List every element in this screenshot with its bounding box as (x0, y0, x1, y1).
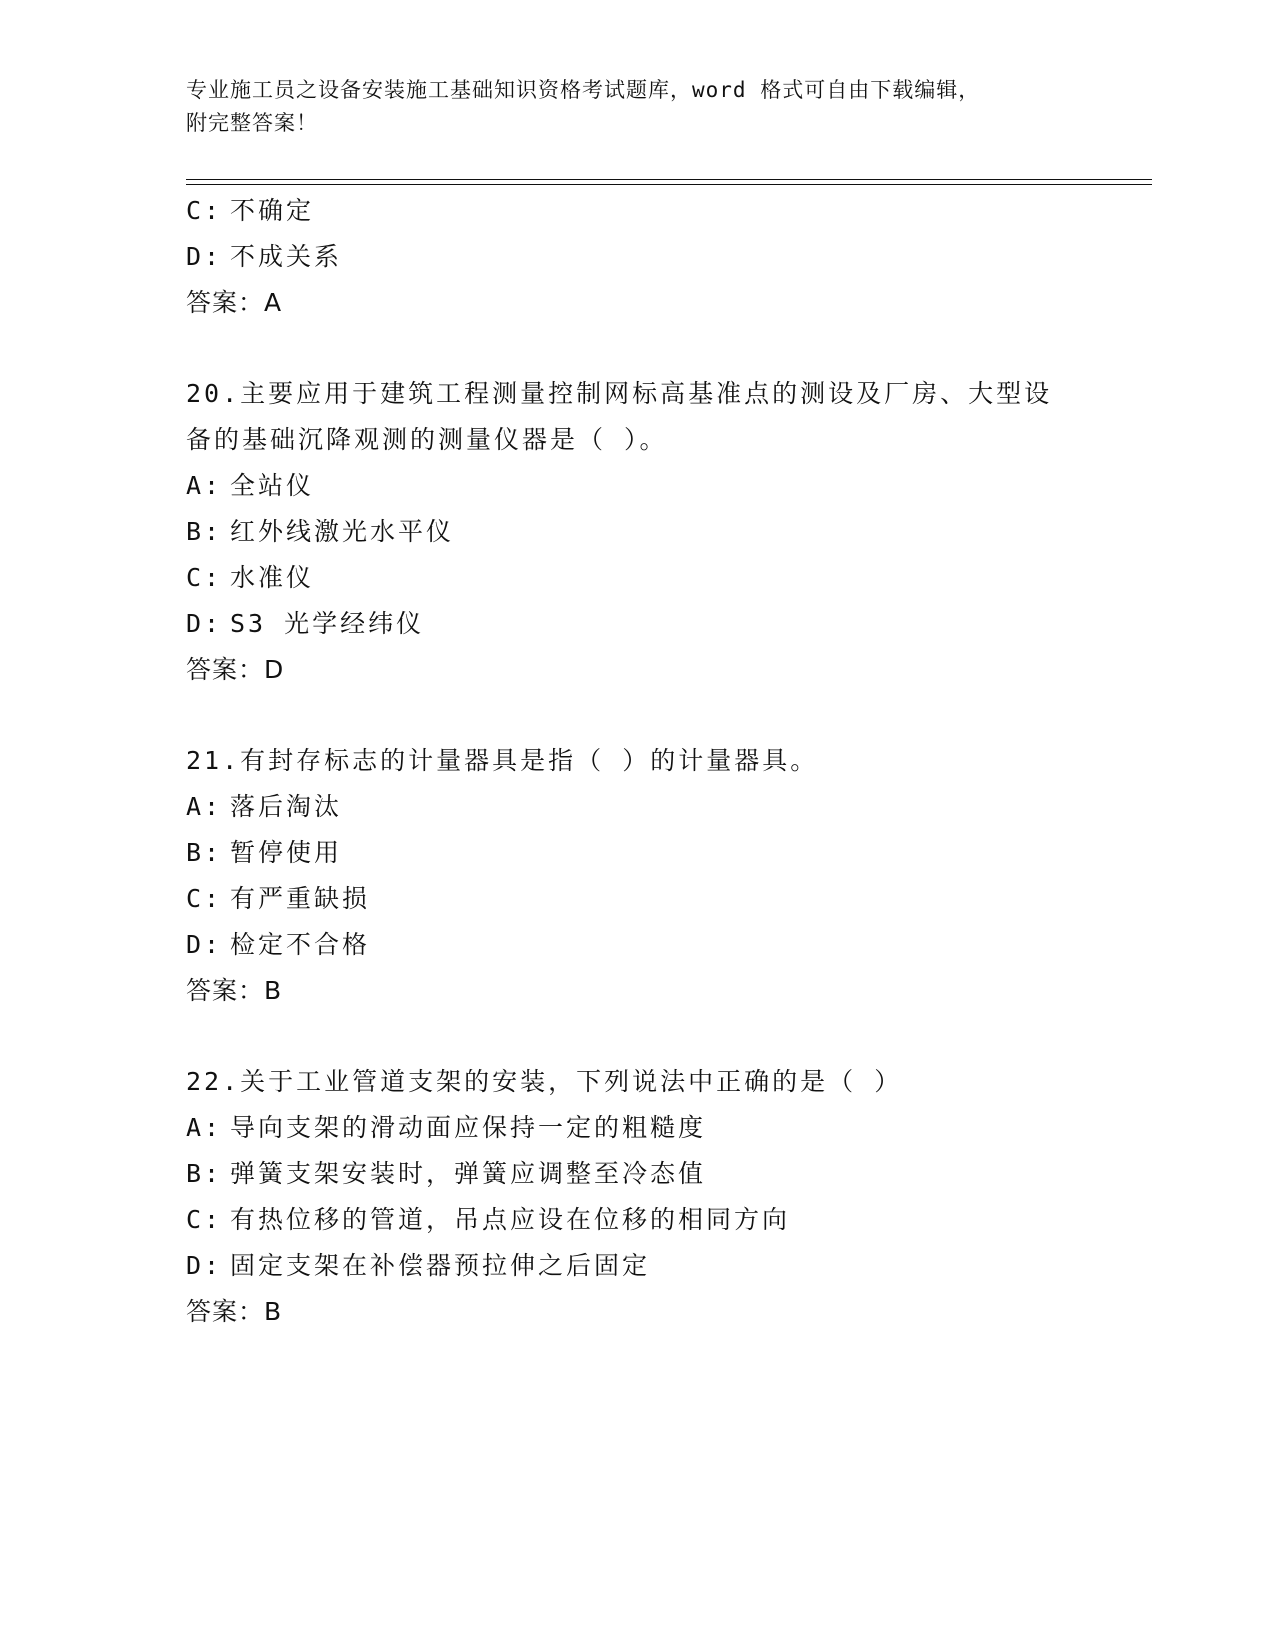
question-stem-continued: 备的基础沉降观测的测量仪器是（ ）。 (186, 425, 668, 454)
answer-line: 答案：A (186, 288, 283, 317)
option-text: 落后淘汰 (230, 792, 343, 821)
option-text: S3 光学经纬仪 (230, 609, 425, 638)
option-label: D: (186, 930, 223, 959)
option-text: 不确定 (230, 196, 315, 225)
option-text: 有热位移的管道，吊点应设在位移的相同方向 (230, 1205, 791, 1234)
option-text: 固定支架在补偿器预拉伸之后固定 (230, 1251, 651, 1280)
option-text: 检定不合格 (230, 930, 371, 959)
option-text: 全站仪 (230, 471, 315, 500)
option-d (186, 922, 1152, 968)
option-text: 导向支架的滑动面应保持一定的粗糙度 (230, 1113, 707, 1142)
question-stem: 20.主要应用于建筑工程测量控制网标高基准点的测设及厂房、大型设 (186, 379, 1053, 408)
option-a (186, 463, 1152, 509)
header-line-1: 专业施工员之设备安装施工基础知识资格考试题库，word 格式可自由下载编辑， (186, 78, 981, 102)
option-text: 水准仪 (230, 563, 315, 592)
header-rule-top (186, 179, 1152, 180)
option-d (186, 234, 1152, 280)
option-a (186, 784, 1152, 830)
option-d (186, 601, 1152, 647)
option-text: 有严重缺损 (230, 884, 371, 913)
option-b (186, 830, 1152, 876)
option-b (186, 1151, 1152, 1197)
option-label: C: (186, 1205, 223, 1234)
answer-line: 答案：D (186, 655, 285, 684)
option-c (186, 555, 1152, 601)
option-label: C: (186, 563, 223, 592)
option-b (186, 509, 1152, 555)
answer-line: 答案：B (186, 976, 283, 1005)
question-stem: 21.有封存标志的计量器具是指（ ）的计量器具。 (186, 746, 819, 775)
document-header (186, 74, 1086, 140)
option-label: A: (186, 1113, 223, 1142)
option-text: 红外线激光水平仪 (230, 517, 455, 546)
option-text: 不成关系 (230, 242, 343, 271)
option-a (186, 1105, 1152, 1151)
option-label: D: (186, 609, 223, 638)
header-line-2: 附完整答案！ (186, 111, 318, 135)
option-label: A: (186, 792, 223, 821)
option-label: A: (186, 471, 223, 500)
option-label: B: (186, 1159, 223, 1188)
option-c (186, 1197, 1152, 1243)
answer-line: 答案：B (186, 1297, 283, 1326)
header-rule-bottom (186, 184, 1152, 185)
option-c (186, 188, 1152, 234)
question-stem: 22.关于工业管道支架的安装，下列说法中正确的是（ ） (186, 1067, 903, 1096)
question-list (186, 188, 1152, 1335)
option-text: 弹簧支架安装时，弹簧应调整至冷态值 (230, 1159, 707, 1188)
option-label: C: (186, 196, 223, 225)
option-label: D: (186, 1251, 223, 1280)
option-label: B: (186, 517, 223, 546)
option-c (186, 876, 1152, 922)
option-text: 暂停使用 (230, 838, 343, 867)
option-label: C: (186, 884, 223, 913)
option-label: D: (186, 242, 223, 271)
option-d (186, 1243, 1152, 1289)
option-label: B: (186, 838, 223, 867)
